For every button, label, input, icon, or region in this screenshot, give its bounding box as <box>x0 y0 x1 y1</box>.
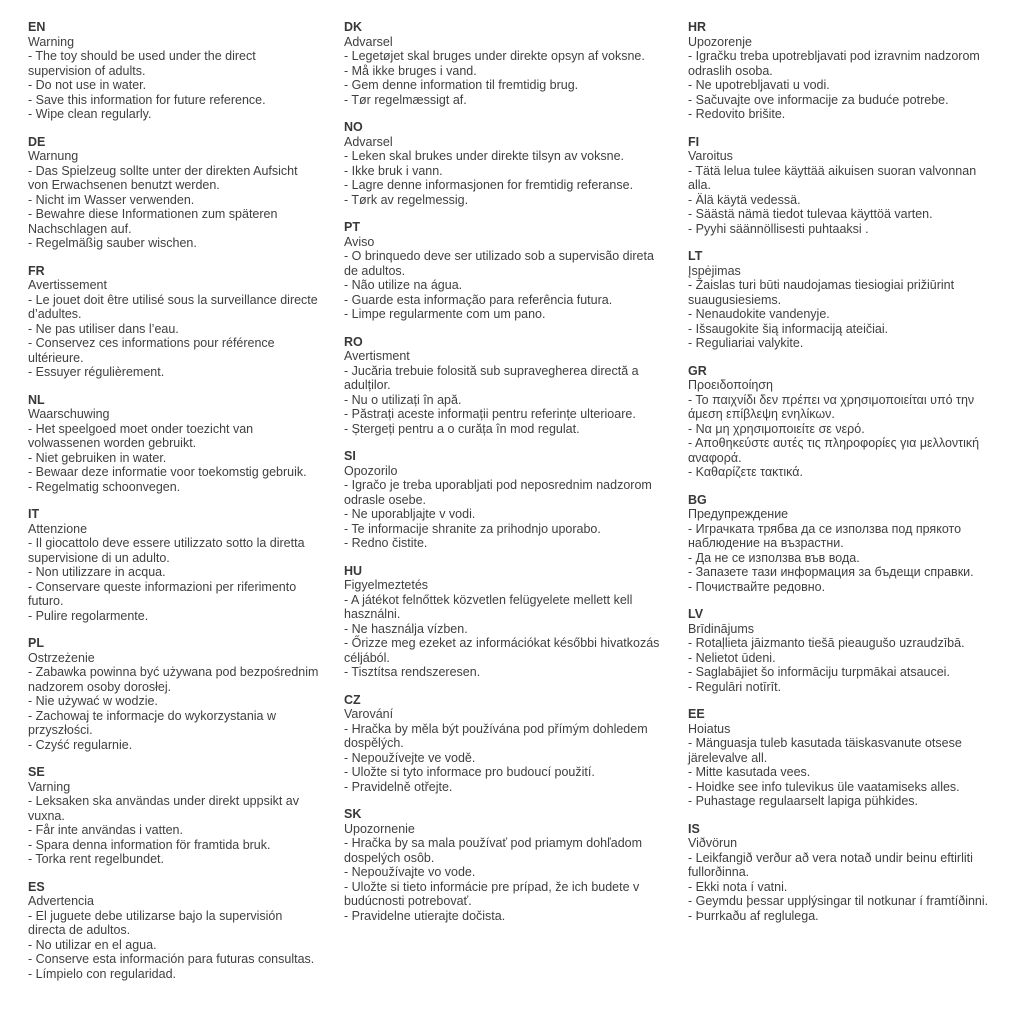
warning-line: - Spara denna information för framtida bruk. <box>28 837 271 852</box>
language-section-lt <box>688 249 990 351</box>
warning-line: - Conserve esta información para futuras consultas. <box>28 952 315 966</box>
warning-line: - Må ikke bruges i vand. <box>344 63 477 78</box>
language-section-fi <box>688 135 990 237</box>
warning-title: Upozornenie <box>344 821 415 836</box>
warning-line: - Niet gebruiken in water. <box>28 450 167 465</box>
language-section-nl <box>28 393 320 495</box>
warning-line: - Säästä nämä tiedot tulevaa käyttöä varten. <box>688 207 933 221</box>
language-section-no <box>344 120 664 207</box>
warning-line: - Ne uporabljajte v vodi. <box>344 507 476 521</box>
warning-line: - Igračo je treba uporabljati pod neposrednim nadzorom odrasle osebe. <box>344 478 652 507</box>
language-code: RO <box>344 334 363 349</box>
language-section-pl <box>28 636 320 752</box>
warning-line: - Guarde esta informação para referência futura. <box>344 292 613 307</box>
warning-line: - Non utilizzare in acqua. <box>28 565 166 579</box>
warning-line: - Καθαρίζετε τακτικά. <box>688 465 803 479</box>
warning-line: - Conservez ces informations pour référence ultérieure. <box>28 336 275 365</box>
language-code: NO <box>344 120 363 134</box>
language-section-en <box>28 20 320 122</box>
warning-line: - Legetøjet skal bruges under direkte opsyn af voksne. <box>344 49 645 63</box>
warning-line: - Sačuvajte ove informacije za buduće potrebe. <box>688 92 949 107</box>
warning-title: Attenzione <box>28 521 88 536</box>
warning-line: - Redno čistite. <box>344 536 428 550</box>
language-code: CZ <box>344 692 361 707</box>
warning-line: - Essuyer régulièrement. <box>28 365 165 379</box>
warning-line: - The toy should be used under the direct supervision of adults. <box>28 49 256 78</box>
language-code: ES <box>28 879 45 894</box>
warning-title: Varoitus <box>688 149 733 163</box>
language-code: SE <box>28 765 45 779</box>
warning-line: - Jucăria trebuie folosită sub supravegherea directă a adulților. <box>344 363 639 392</box>
warning-line: - Límpielo con regularidad. <box>28 966 176 981</box>
warning-line: - Να μη χρησιμοποιείτε σε νερό. <box>688 421 865 436</box>
language-section-hu <box>344 564 664 680</box>
warning-line: - Redovito brišite. <box>688 107 786 121</box>
warning-line: - O brinquedo deve ser utilizado sob a supervisão direta de adultos. <box>344 249 654 278</box>
warning-line: - Nelietot ūdeni. <box>688 650 776 665</box>
warning-line: - Mänguasja tuleb kasutada täiskasvanute otsese järelevalve all. <box>688 736 962 765</box>
warning-line: - Limpe regularmente com um pano. <box>344 307 546 321</box>
warning-line: - Почиствайте редовно. <box>688 579 826 594</box>
warning-line: - Да не се използва във вода. <box>688 550 860 565</box>
warning-line: - Pyyhi säännöllisesti puhtaaksi . <box>688 221 869 236</box>
warning-line: - Nie używać w wodzie. <box>28 694 158 708</box>
warning-line: - Ne használja vízben. <box>344 621 468 636</box>
warning-line: - Ekki nota í vatni. <box>688 879 788 894</box>
warning-line: - Nenaudokite vandenyje. <box>688 307 830 321</box>
warning-title: Waarschuwing <box>28 407 110 421</box>
warning-line: - Tätä lelua tulee käyttää aikuisen suoran valvonnan alla. <box>688 163 977 192</box>
language-section-se <box>28 765 320 867</box>
warning-line: - Torka rent regelbundet. <box>28 852 164 866</box>
warning-line: - Išsaugokite šią informaciją ateičiai. <box>688 321 889 336</box>
language-code: DE <box>28 134 46 149</box>
warning-title: Viðvörun <box>688 836 738 850</box>
language-column-1 <box>28 20 320 994</box>
language-code: FI <box>688 134 700 149</box>
language-code: EN <box>28 20 46 34</box>
language-section-si <box>344 449 664 551</box>
language-section-cz <box>344 693 664 795</box>
language-code: GR <box>688 363 707 378</box>
language-section-sk <box>344 807 664 923</box>
warning-line: - Tør regelmæssigt af. <box>344 92 467 107</box>
warning-line: - Őrizze meg ezeket az információkat későbbi hivatkozás céljából. <box>344 636 660 665</box>
language-code: SI <box>344 449 356 463</box>
language-section-it <box>28 507 320 623</box>
warning-line: - Hračka by sa mala používať pod priamym dohľadom dospelých osôb. <box>344 836 643 865</box>
warning-title: Opozorilo <box>344 463 398 478</box>
warning-line: - Nepoužívejte ve vodě. <box>344 750 476 765</box>
warning-title: Varning <box>28 779 71 794</box>
warning-line: - Tisztítsa rendszeresen. <box>344 665 481 679</box>
language-section-ee <box>688 707 990 809</box>
warning-line: - Играчката трябва да се използва под прякото наблюдение на възрастни. <box>688 521 962 550</box>
warning-line: - Ștergeți pentru a o curăța în mod regulat. <box>344 421 580 436</box>
language-code: NL <box>28 392 45 407</box>
language-section-is <box>688 822 990 924</box>
warning-line: - Tørk av regelmessig. <box>344 192 469 207</box>
language-column-2 <box>344 20 664 936</box>
language-code: EE <box>688 707 705 721</box>
language-code: BG <box>688 492 707 507</box>
warning-line: - Te informacije shranite za prihodnjo uporabo. <box>344 521 601 536</box>
warning-line: - Bewaar deze informatie voor toekomstig gebruik. <box>28 465 307 479</box>
warning-line: - Regelmatig schoonvegen. <box>28 479 181 494</box>
language-code: HR <box>688 20 707 34</box>
warning-line: - Uložte si tieto informácie pre prípad, že ich budete v budúcnosti potrebovať. <box>344 879 640 908</box>
warning-line: - Αποθηκεύστε αυτές τις πληροφορίες για μελλοντική αναφορά. <box>688 436 980 465</box>
warning-line: - Il giocattolo deve essere utilizzato sotto la diretta supervisione di un adulto. <box>28 536 305 565</box>
warning-title: Brīdinājums <box>688 621 754 636</box>
warning-title: Advertencia <box>28 894 95 908</box>
language-code: PL <box>28 636 44 650</box>
language-code: IS <box>688 821 700 836</box>
warning-title: Aviso <box>344 234 375 249</box>
warning-line: - Pulire regolarmente. <box>28 608 149 623</box>
warning-title: Advarsel <box>344 34 393 49</box>
warning-line: - Geymdu þessar upplýsingar til notkunar í framtíðinni. <box>688 894 989 908</box>
language-section-lv <box>688 607 990 694</box>
warning-line: - El juguete debe utilizarse bajo la supervisión directa de adultos. <box>28 908 283 937</box>
language-section-gr <box>688 364 990 480</box>
warning-title: Hoiatus <box>688 721 731 736</box>
warning-line: - Žaislas turi būti naudojamas tiesiogiai prižiūrint suaugusiesiems. <box>688 278 955 307</box>
warning-line: - A játékot felnőttek közvetlen felügyelete mellett kell használni. <box>344 592 633 621</box>
warning-line: - Regelmäßig sauber wischen. <box>28 236 197 250</box>
warning-line: - Lagre denne informasjonen for fremtidig referanse. <box>344 178 634 192</box>
language-code: SK <box>344 807 362 821</box>
warning-line: - Saglabājiet šo informāciju turpmākai atsaucei. <box>688 665 950 679</box>
warning-line: - Zachowaj te informacje do wykorzystania w przyszłości. <box>28 708 277 737</box>
language-section-bg <box>688 493 990 595</box>
language-section-dk <box>344 20 664 107</box>
warning-title: Upozorenje <box>688 34 752 49</box>
warning-title: Ostrzeżenie <box>28 650 95 665</box>
language-section-hr <box>688 20 990 122</box>
warning-line: - Het speelgoed moet onder toezicht van volwassenen worden gebruikt. <box>28 421 254 450</box>
warning-line: - Nu o utilizați în apă. <box>344 392 462 407</box>
warning-line: - Puhastage regulaarselt lapiga pühkides. <box>688 794 919 808</box>
language-code: HU <box>344 563 363 578</box>
warning-line: - Conservare queste informazioni per riferimento futuro. <box>28 579 297 608</box>
warning-line: - Leken skal brukes under direkte tilsyn av voksne. <box>344 149 624 163</box>
warning-line: - Ne pas utiliser dans l’eau. <box>28 321 179 336</box>
warning-line: - Uložte si tyto informace pro budoucí použití. <box>344 765 595 779</box>
warning-line: - Får inte användas i vatten. <box>28 823 183 837</box>
warning-title: Advarsel <box>344 134 393 149</box>
warning-line: - Nepoužívajte vo vode. <box>344 865 476 879</box>
language-code: LT <box>688 249 703 263</box>
warning-line: - Hoidke see info tulevikus üle vaatamiseks alles. <box>688 779 960 794</box>
warning-line: - Το παιχνίδι δεν πρέπει να χρησιμοποιείται υπό την άμεση επίβλεψη ενηλίκων. <box>688 392 975 421</box>
warning-line: - Das Spielzeug sollte unter der direkten Aufsicht von Erwachsenen benutzt werden. <box>28 163 298 192</box>
warning-title: Avertisment <box>344 349 410 363</box>
warning-line: - Rotaļlieta jāizmanto tiešā pieaugušo uzraudzībā. <box>688 636 965 650</box>
warning-title: Avertissement <box>28 278 107 292</box>
document-columns <box>28 20 1014 994</box>
warning-line: - Hračka by měla být používána pod přímým dohledem dospělých. <box>344 721 648 750</box>
warning-line: - Regulāri notīrīt. <box>688 679 782 694</box>
warning-line: - Älä käytä vedessä. <box>688 192 801 207</box>
warning-title: Warning <box>28 34 75 49</box>
warning-line: - Ne upotrebljavati u vodi. <box>688 78 830 92</box>
warning-line: - Le jouet doit être utilisé sous la surveillance directe d’adultes. <box>28 292 318 321</box>
warning-line: - Gem denne information til fremtidig brug. <box>344 78 579 92</box>
warning-line: - Nicht im Wasser verwenden. <box>28 192 195 207</box>
warning-line: - Wipe clean regularly. <box>28 107 152 121</box>
language-column-3 <box>688 20 990 936</box>
warning-title: Varování <box>344 707 394 721</box>
warning-line: - Pravidelně otřejte. <box>344 779 453 794</box>
warning-line: - Þurrkaðu af reglulega. <box>688 908 819 923</box>
warning-line: - Запазете тази информация за бъдещи справки. <box>688 565 974 579</box>
warning-line: - Não utilize na água. <box>344 278 463 292</box>
language-section-pt <box>344 220 664 322</box>
language-section-fr <box>28 264 320 380</box>
warning-line: - Păstrați aceste informații pentru referințe ulterioare. <box>344 407 636 421</box>
warning-line: - Pravidelne utierajte dočista. <box>344 908 506 923</box>
warning-title: Warnung <box>28 149 79 163</box>
warning-line: - No utilizar en el agua. <box>28 937 157 952</box>
language-code: IT <box>28 507 40 521</box>
warning-line: - Bewahre diese Informationen zum späteren Nachschlagen auf. <box>28 207 278 236</box>
language-code: PT <box>344 220 360 234</box>
warning-line: - Zabawka powinna być używana pod bezpośrednim nadzorem osoby dorosłej. <box>28 665 319 694</box>
warning-line: - Leikfangið verður að vera notað undir beinu eftirliti fullorðinna. <box>688 850 973 879</box>
warning-title: Предупреждение <box>688 507 789 521</box>
language-code: FR <box>28 263 45 278</box>
warning-line: - Do not use in water. <box>28 78 147 92</box>
warning-line: - Igračku treba upotrebljavati pod izravnim nadzorom odraslih osoba. <box>688 49 980 78</box>
warning-line: - Reguliariai valykite. <box>688 336 804 350</box>
language-section-de <box>28 135 320 251</box>
warning-line: - Mitte kasutada vees. <box>688 765 811 779</box>
warning-title: Προειδοποίηση <box>688 378 773 392</box>
warning-line: - Ikke bruk i vann. <box>344 163 443 178</box>
language-section-ro <box>344 335 664 437</box>
warning-title: Įspėjimas <box>688 263 741 278</box>
language-code: DK <box>344 20 363 34</box>
warning-line: - Czyść regularnie. <box>28 737 133 752</box>
language-code: LV <box>688 607 704 621</box>
language-section-es <box>28 880 320 982</box>
warning-line: - Save this information for future reference. <box>28 92 266 107</box>
warning-line: - Leksaken ska användas under direkt uppsikt av vuxna. <box>28 794 299 823</box>
warning-title: Figyelmeztetés <box>344 578 429 592</box>
